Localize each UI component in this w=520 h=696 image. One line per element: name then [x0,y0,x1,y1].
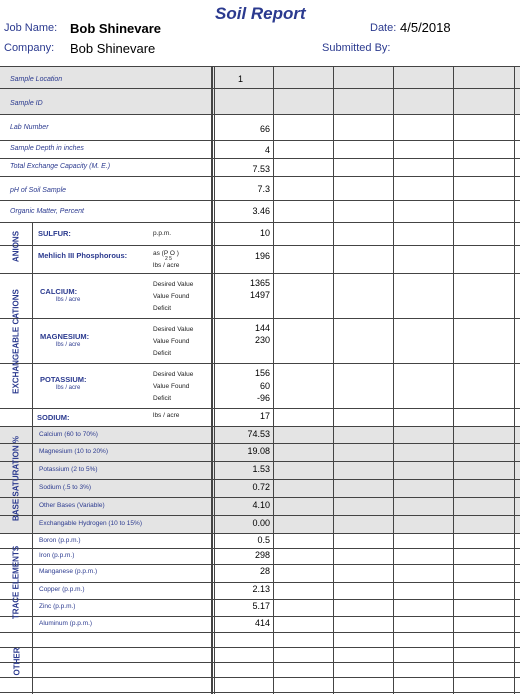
phosphorous-unit: as (P O ) [153,250,179,257]
tec-value: 7.53 [252,164,270,174]
base-saturation-item-label: Magnesium (10 to 20%) [39,448,109,455]
grid-row [0,66,520,88]
trace-element-item-label: Iron (p.p.m.) [39,552,75,559]
trace-element-item-label: Manganese (p.p.m.) [39,568,98,575]
base-saturation-item-value: 0.00 [252,518,270,528]
grid-line [273,66,274,694]
grid-row [0,677,520,693]
trace-element-item-label: Boron (p.p.m.) [39,537,81,544]
trace-element-item-value: 0.5 [257,535,270,545]
phosphorous-unit-lbs: lbs / acre [153,262,180,269]
grid-row [0,632,520,647]
trace-elements-section-label: TRACE ELEMENTS [11,545,21,620]
trace-element-item-label: Copper (p.p.m.) [39,586,85,593]
calcium-desired-value: 1365 [249,278,270,288]
company-label: Company: [4,42,55,54]
lab-number-value: 66 [259,124,270,134]
sodium-label: SODIUM: [37,413,70,422]
ph-label: pH of Soil Sample [10,187,67,194]
potassium-deficit-value: -96 [256,393,270,403]
sample-id-label: Sample ID [10,100,43,107]
grid-line [32,222,33,694]
magnesium-desired-value: 144 [254,323,270,333]
date-label: Date: [370,22,397,34]
calcium-found-label: Value Found [153,293,190,300]
anions-section-label: ANIONS [11,230,21,263]
magnesium-desired-label: Desired Value [153,326,194,333]
sodium-value: 17 [259,411,270,421]
potassium-found-label: Value Found [153,383,190,390]
base-saturation-item-label: Calcium (60 to 70%) [39,431,98,438]
om-value: 3.46 [252,206,270,216]
trace-element-item-value: 2.13 [252,584,270,594]
submitted-by-label: Submitted By: [322,42,391,54]
base-saturation-item-value: 74.53 [247,429,270,439]
potassium-desired-value: 156 [254,368,270,378]
trace-element-item-value: 414 [254,618,270,628]
job-name-label: Job Name: [4,22,58,34]
base-saturation-item-label: Other Bases (Variable) [39,502,105,509]
magnesium-unit: lbs / acre [56,342,81,348]
om-label: Organic Matter, Percent [10,208,84,215]
job-name-value: Bob Shinevare [70,21,162,36]
grid-row [0,88,520,114]
base-saturation-item-label: Sodium (.5 to 3%) [39,484,92,491]
sample-location-value: 1 [238,74,244,84]
base-saturation-item-value: 19.08 [247,446,270,456]
calcium-label: CALCIUM: [40,287,78,296]
potassium-deficit-label: Deficit [153,395,172,402]
sulfur-value: 10 [259,228,270,238]
trace-element-item-label: Zinc (p.p.m.) [39,603,76,610]
magnesium-found-value: 230 [254,335,270,345]
sample-location-label: Sample Location [10,76,63,83]
grid-line [333,66,334,694]
report-title: Soil Report [215,4,306,23]
base-saturation-item-value: 4.10 [252,500,270,510]
trace-element-item-value: 28 [259,566,270,576]
depth-value: 4 [264,145,270,155]
depth-label: Sample Depth in inches [10,145,84,152]
date-value: 4/5/2018 [400,20,451,35]
company-value: Bob Shinevare [70,41,156,56]
grid-row [0,662,520,677]
base-saturation-item-label: Exchangable Hydrogen (10 to 15%) [39,520,142,527]
grid-line [393,66,394,694]
calcium-unit: lbs / acre [56,297,81,303]
sulfur-label: SULFUR: [38,229,71,238]
cations-section-label: EXCHANGEABLE CATIONS [11,289,21,394]
phosphorous-label: Mehlich III Phosphorous: [38,251,128,260]
grid-line [214,66,215,694]
phosphorous-value: 196 [254,251,270,261]
ph-value: 7.3 [257,184,270,194]
base-saturation-item-label: Potassium (2 to 5%) [39,466,98,473]
calcium-found-value: 1497 [249,290,270,300]
trace-element-item-label: Aluminum (p.p.m.) [39,620,93,627]
trace-element-item-value: 5.17 [252,601,270,611]
potassium-label: POTASSIUM: [40,375,87,384]
magnesium-label: MAGNESIUM: [40,332,90,341]
grid-line [514,66,515,694]
grid-line [453,66,454,694]
phosphorous-unit-subscript: 2 5 [165,256,172,262]
potassium-unit: lbs / acre [56,385,81,391]
base-saturation-item-value: 0.72 [252,482,270,492]
grid-line [211,66,213,694]
potassium-desired-label: Desired Value [153,371,194,378]
sodium-unit: lbs / acre [153,412,180,419]
potassium-found-value: 60 [259,381,270,391]
base-saturation-section-label: BASE SATURATION % [11,435,21,522]
sulfur-unit: p.p.m. [153,230,172,237]
calcium-desired-label: Desired Value [153,281,194,288]
calcium-deficit-label: Deficit [153,305,172,312]
lab-number-label: Lab Number [10,124,49,131]
tec-label: Total Exchange Capacity (M. E.) [10,163,111,170]
grid-row [0,647,520,662]
base-saturation-item-value: 1.53 [252,464,270,474]
trace-element-item-value: 298 [254,550,270,560]
other-section-label: OTHER [12,647,22,676]
magnesium-deficit-label: Deficit [153,350,172,357]
magnesium-found-label: Value Found [153,338,190,345]
